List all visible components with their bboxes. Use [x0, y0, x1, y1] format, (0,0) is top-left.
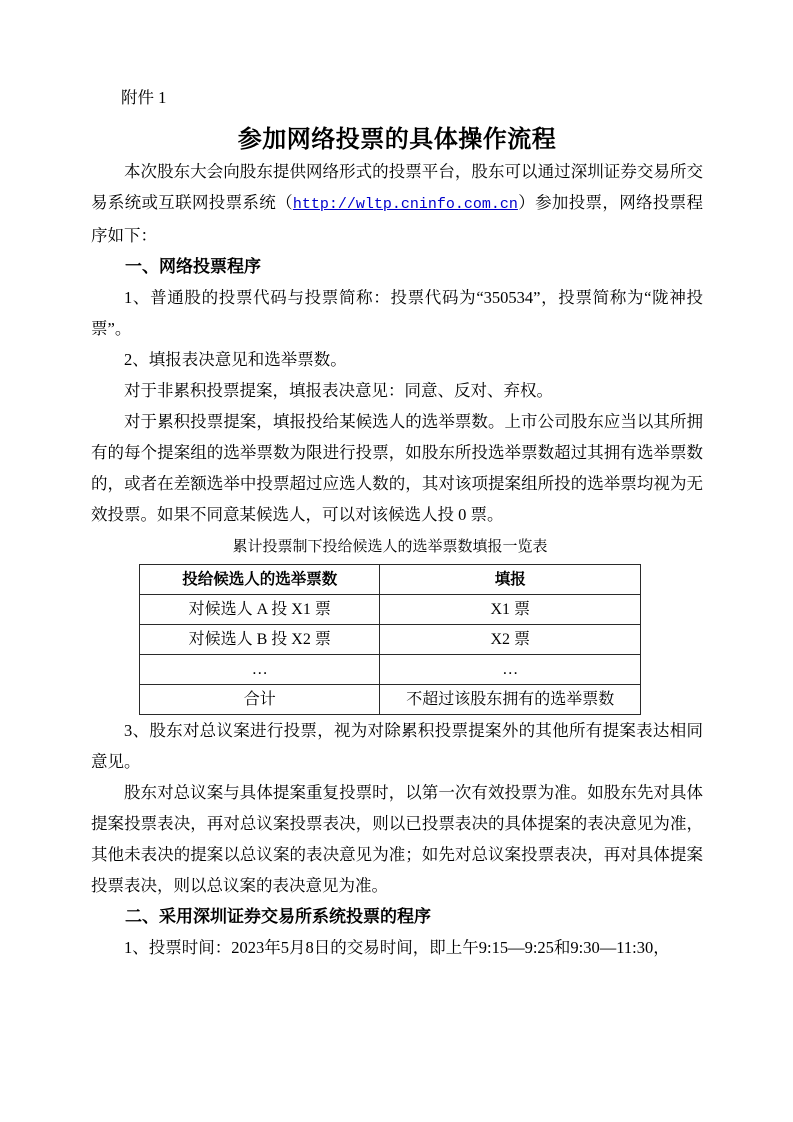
table-row — [140, 655, 641, 685]
para-fill-opinion: 2、填报表决意见和选举票数。 — [124, 350, 347, 369]
table-cell-candidate-b: 对候选人 B 投 X2 票 — [140, 625, 380, 655]
para-voting-code: 1、普通股的投票代码与投票简称：投票代码为“350534”，投票简称为“陇神投票”。 — [91, 288, 703, 338]
table-header-row — [140, 565, 641, 595]
voting-website-link[interactable]: http://wltp.cninfo.com.cn — [292, 196, 518, 213]
intro-paragraph — [91, 156, 703, 251]
para-non-cumulative: 对于非累积投票提案，填报表决意见：同意、反对、弃权。 — [124, 381, 553, 400]
table-header-votes: 投给候选人的选举票数 — [140, 565, 380, 595]
table-cell-candidate-a-fill: X1 票 — [380, 595, 641, 625]
page-title: 参加网络投票的具体操作流程 — [237, 126, 557, 153]
table-cell-total: 合计 — [140, 685, 380, 715]
table-row — [140, 625, 641, 655]
para-general-proposal: 3、股东对总议案进行投票，视为对除累积投票提案外的其他所有提案表达相同意见。 — [91, 721, 703, 771]
para-voting-time: 1、投票时间：2023年5月8日的交易时间，即上午9:15—9:25和9:30—11:30， — [124, 938, 670, 957]
section-heading-network-voting: 一、网络投票程序 — [125, 257, 261, 276]
intro-text-before: 本次股东大会向股东提供网络形式的投票平台，股东可以通过深圳证券交易所交易系统或互联网投票系统（ — [91, 162, 703, 212]
table-cell-total-fill: 不超过该股东拥有的选举票数 — [380, 685, 641, 715]
table-cell-candidate-b-fill: X2 票 — [380, 625, 641, 655]
table-row — [140, 595, 641, 625]
intro-text-after: ）参加投票，网络投票程序如下： — [91, 193, 704, 245]
table-caption: 累计投票制下投给候选人的选举票数填报一览表 — [232, 539, 548, 555]
cumulative-voting-table — [139, 564, 641, 715]
table-row — [140, 685, 641, 715]
table-header-fill: 填报 — [380, 565, 641, 595]
para-cumulative: 对于累积投票提案，填报投给某候选人的选举票数。上市公司股东应当以其所拥有的每个提案组的选举票数为限进行投票，如股东所投选举票数超过其拥有选举票数的，或者在差额选举中投票超过应选人数的，其对该项提案组所投的选举票均视为无效投票。如果不同意某候选人，可以对该候选人投 0 票。 — [91, 412, 703, 524]
para-duplicate-voting: 股东对总议案与具体提案重复投票时，以第一次有效投票为准。如股东先对具体提案投票表决，再对总议案投票表决，则以已投票表决的具体提案的表决意见为准，其他未表决的提案以总议案的表决意见为准；如先对总议案投票表决，再对具体提案投票表决，则以总议案的表决意见为准。 — [91, 783, 703, 895]
attachment-label: 附件 1 — [121, 88, 167, 107]
table-cell-ellipsis-fill: … — [380, 655, 641, 685]
table-cell-candidate-a: 对候选人 A 投 X1 票 — [140, 595, 380, 625]
table-cell-ellipsis: … — [140, 655, 380, 685]
section-heading-szse-system: 二、采用深圳证券交易所系统投票的程序 — [125, 907, 431, 926]
